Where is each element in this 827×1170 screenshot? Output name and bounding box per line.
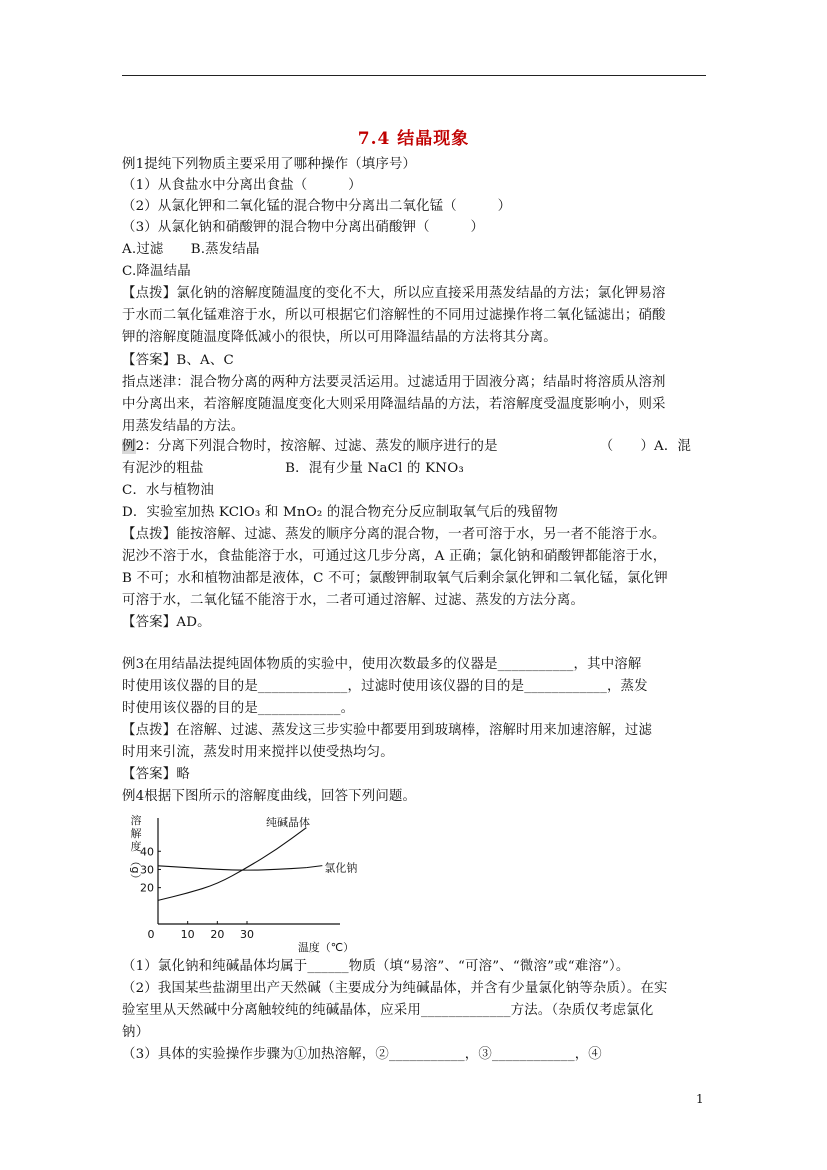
text-line: 【答案】AD。: [122, 615, 211, 630]
text-line: 【答案】B、A、C: [122, 353, 234, 368]
page-title: 7.4 结晶现象: [357, 129, 470, 149]
y-axis-label: 度: [130, 840, 142, 853]
page-number: 1: [696, 1092, 704, 1106]
solubility-chart: [124, 812, 358, 954]
text-line: 可溶于水，二氧化锰不能溶于水，二者可通过溶解、过滤、蒸发的方法分离。: [122, 593, 585, 608]
chart-series: [158, 828, 322, 901]
series-label: 氯化钠: [324, 861, 358, 875]
text-line: C.降温结晶: [122, 264, 191, 279]
text-line: 钾的溶解度随温度降低减小的很快，所以可用降温结晶的方法将其分离。: [122, 330, 557, 345]
text-line: （3）具体的实验操作步骤为①加热溶解，②___________，③____________，④: [122, 1047, 602, 1062]
y-tick-label: 20: [140, 881, 154, 895]
text-line: 【点拨】在溶解、过滤、蒸发这三步实验中都要用到玻璃棒，溶解时用来加速溶解，过滤: [122, 723, 653, 738]
x-tick-label: 10: [180, 928, 195, 941]
text-line: 时用来引流，蒸发时用来搅拌以使受热均匀。: [122, 745, 394, 760]
text-line: B 不可；水和植物油都是液体，C 不可；氯酸钾制取氧气后剩余氯化钾和二氧化锰，氯化钾: [122, 571, 668, 586]
x-axis-label: 温度（℃）: [297, 941, 355, 954]
header-rule: [122, 75, 706, 76]
text-line: 指点迷津：混合物分离的两种方法要灵活运用。过滤适用于固液分离；结晶时将溶质从溶剂: [122, 375, 666, 390]
chart-labels: [129, 813, 357, 954]
text-line: 验室里从天然碱中分离触较纯的纯碱晶体，应采用_____________方法。（杂质仅考虑氯化: [122, 1003, 654, 1018]
series-line: [158, 866, 306, 870]
text-line: D．实验室加热 KClO₃ 和 MnO₂ 的混合物充分反应制取氧气后的残留物: [122, 505, 558, 520]
text-line: （1）氯化钠和纯碱晶体均属于______物质（填“易溶”、“可溶”、“微溶”或“难溶”）。: [122, 959, 630, 974]
text-line: 有泥沙的粗盐 B．混有少量 NaCl 的 KNO₃: [122, 461, 464, 476]
text-line: 例4根据下图所示的溶解度曲线，回答下列问题。: [122, 789, 417, 804]
text-line: 中分离出来，若溶解度随温度变化大则采用降温结晶的方法，若溶解度受温度影响小，则采: [122, 397, 666, 412]
y-axis-label: 溶: [130, 814, 142, 827]
text-line: （3）从氯化钠和硝酸钾的混合物中分离出硝酸钾（ ）: [122, 220, 485, 235]
text-line: 用蒸发结晶的方法。: [122, 419, 245, 434]
series-label: 纯碱晶体: [266, 816, 310, 829]
y-axis-label: 解: [130, 827, 142, 840]
text-line: A.过滤 B.蒸发结晶: [122, 242, 260, 257]
x-tick-label: 20: [210, 928, 225, 941]
text-line: 【点拨】能按溶解、过滤、蒸发的顺序分离的混合物，一者可溶于水，另一者不能溶于水。: [122, 527, 666, 542]
x-tick-label: 0: [147, 928, 155, 941]
text-line: 【点拨】氯化钠的溶解度随温度的变化不大，所以应直接采用蒸发结晶的方法；氯化钾易溶: [122, 286, 666, 301]
chart-axes: [158, 818, 340, 924]
text-line: 【答案】略: [122, 767, 190, 782]
text-line: [122, 437, 712, 457]
highlight-label: 例: [122, 439, 136, 454]
y-axis-unit: （g）: [129, 855, 142, 885]
text-line: （2）我国某些盐湖里出产天然碱（主要成分为纯碱晶体，并含有少量氯化钠等杂质）。在实: [122, 981, 668, 996]
text-line: 例3在用结晶法提纯固体物质的实验中，使用次数最多的仪器是___________，其中溶解: [122, 657, 642, 672]
x-tick-label: 30: [240, 928, 254, 941]
series-leader: [306, 866, 322, 868]
series-line: [158, 828, 306, 901]
text-line: C．水与植物油: [122, 483, 214, 498]
y-tick-label: 40: [140, 845, 154, 859]
text-line: 钠）: [122, 1025, 150, 1040]
text-line: 例1提纯下列物质主要采用了哪种操作（填序号）: [122, 157, 417, 172]
text-line: 时使用该仪器的目的是_____________，过滤时使用该仪器的目的是____________，蒸发: [122, 679, 648, 694]
text-line: 于水而二氧化锰难溶于水，所以可根据它们溶解性的不同用过滤操作将二氧化锰滤出；硝酸: [122, 308, 666, 323]
text-segment: 2：分离下列混合物时，按溶解、过滤、蒸发的顺序进行的是 （ ）A．混: [135, 439, 692, 454]
text-line: 泥沙不溶于水，食盐能溶于水，可通过这几步分离，A 正确；氯化钠和硝酸钾都能溶于水，: [122, 549, 667, 564]
y-tick-label: 30: [140, 863, 154, 877]
text-line: 时使用该仪器的目的是____________。: [122, 701, 355, 716]
text-line: （2）从氯化钾和二氧化锰的混合物中分离出二氧化锰（ ）: [122, 199, 512, 214]
text-line: （1）从食盐水中分离出食盐（ ）: [122, 178, 362, 193]
